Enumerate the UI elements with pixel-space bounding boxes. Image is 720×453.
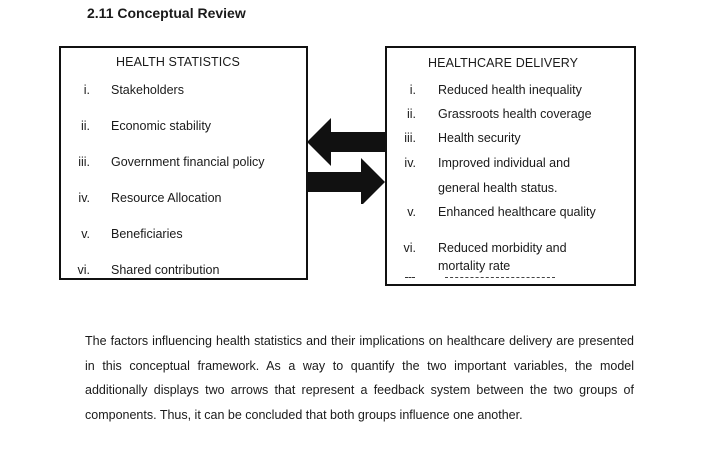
list-item: Reduced morbidity and mortality rate [438,241,567,273]
list-item: Health security [438,131,521,145]
clipped-text-fragment [405,277,415,280]
list-item: Resource Allocation [111,191,222,205]
right-arrow-icon [307,158,385,204]
health-statistics-box [59,46,308,280]
list-item: Grassroots health coverage [438,107,592,121]
list-item-number: v. [81,227,90,241]
list-item: Beneficiaries [111,227,183,241]
list-item: Shared contribution [111,263,220,277]
list-item-number: vi. [77,263,90,277]
list-item: Economic stability [111,119,212,133]
healthcare-delivery-title: HEALTHCARE DELIVERY [428,56,579,70]
description-paragraph: The factors influencing health statistics and their implications on healthcare delivery are presented in this conceptual framework. As a way to quantify the two important variables, the model additionally displays two arrows that represent a feedback system between the two groups of components. Thus, it can be concluded that both groups influence one another. [85,334,634,422]
list-item-number: ii. [80,119,90,133]
list-item-number: vi. [403,241,416,255]
list-item-number: iii. [78,155,90,169]
list-item-number: i. [83,83,90,97]
list-item-number: iii. [404,131,416,145]
list-item-number: i. [409,83,416,97]
list-item: Reduced health inequality [438,83,582,97]
clipped-text-fragment [445,277,555,280]
list-item-number: iv. [404,156,416,170]
list-item-number: v. [407,205,416,219]
left-arrow-icon [307,118,385,166]
list-item: Enhanced healthcare quality [438,205,596,219]
feedback-arrows [305,116,387,204]
list-item: Stakeholders [111,83,184,97]
health-statistics-title: HEALTH STATISTICS [116,55,240,69]
list-item: Government financial policy [111,155,265,169]
list-item: Improved individual and general health status. [438,156,571,195]
list-item-number: ii. [406,107,416,121]
section-title: 2.11 Conceptual Review [87,5,246,21]
list-item-number: iv. [78,191,90,205]
healthcare-delivery-box [385,46,636,286]
